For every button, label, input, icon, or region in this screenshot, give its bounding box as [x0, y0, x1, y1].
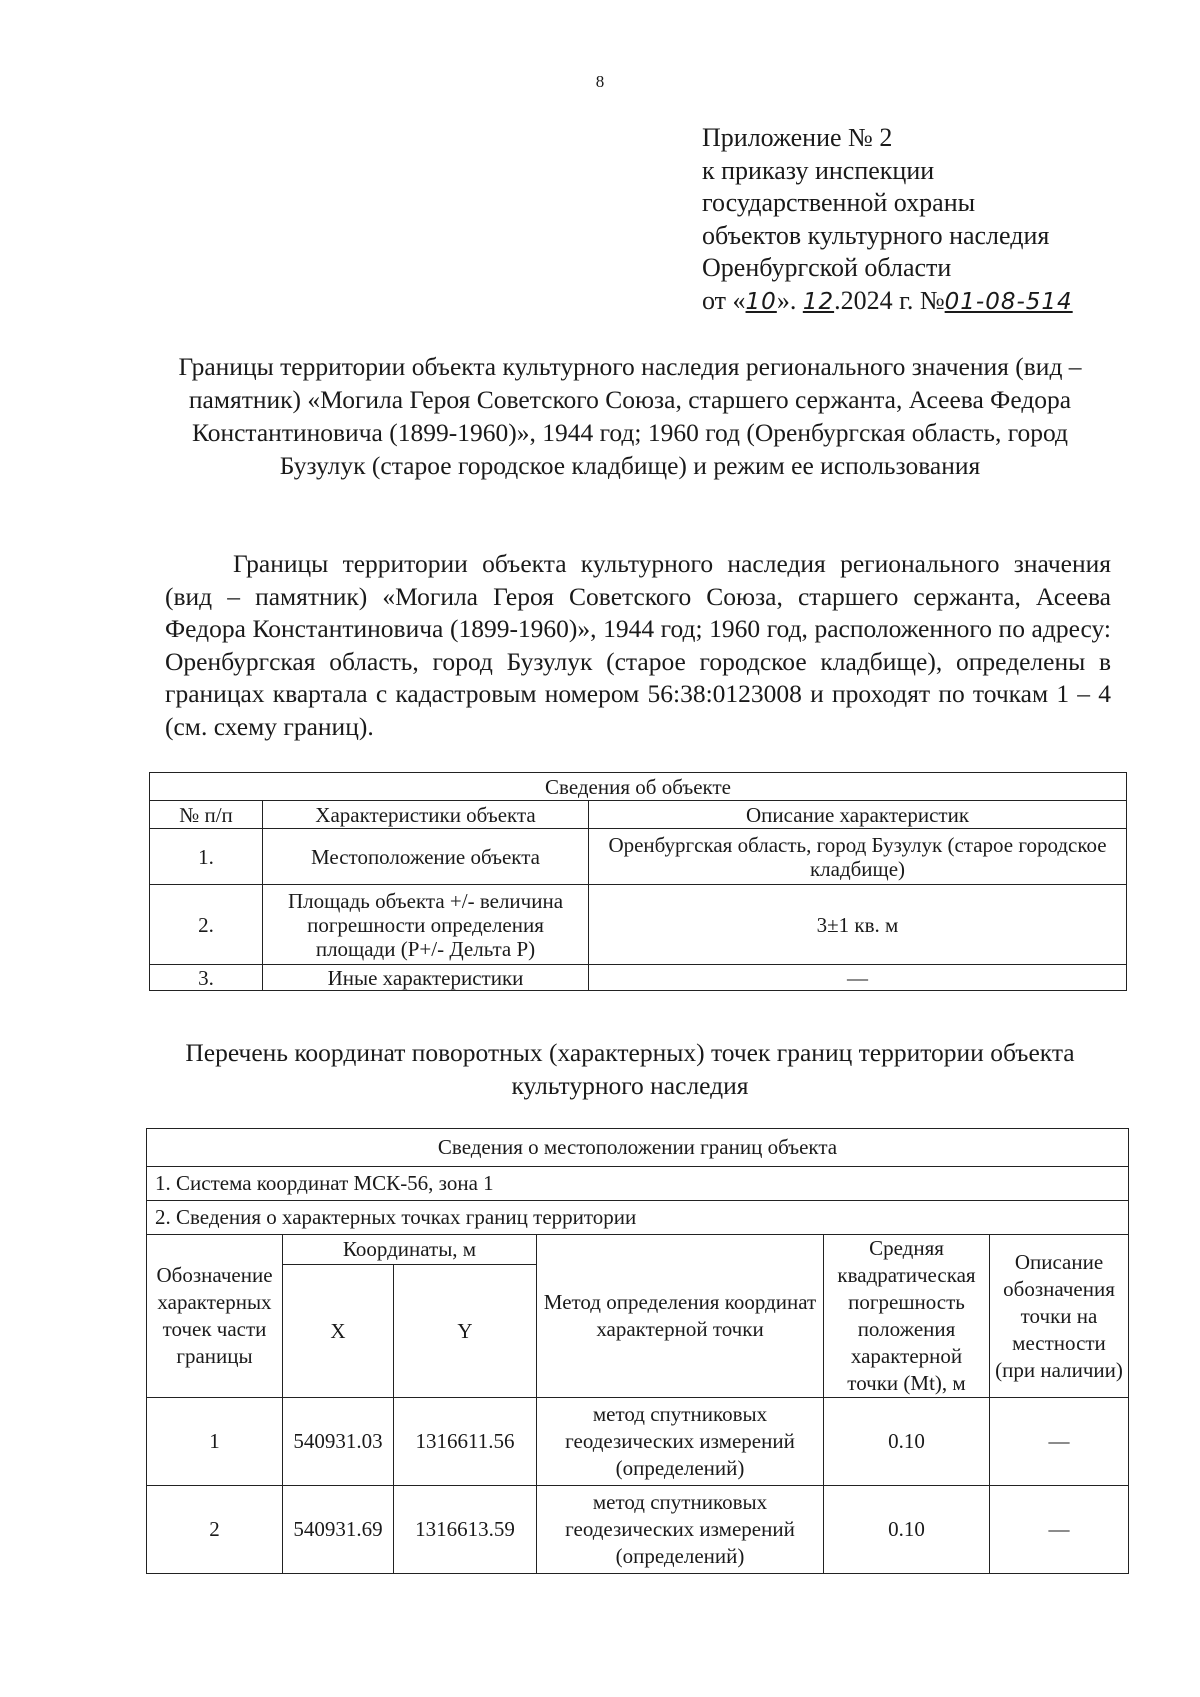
col-point-header: Обозначение характерных точек части границы [147, 1235, 283, 1398]
date-month: 12 [802, 288, 835, 315]
col-coords-header: Координаты, м [283, 1235, 537, 1265]
header-description: Описание характеристик [589, 801, 1127, 829]
col-y-header: Y [394, 1265, 537, 1398]
coordinates-heading: Перечень координат поворотных (характерных) точек границ территории объекта культурного наследия [185, 1038, 1075, 1100]
row-description: — [589, 965, 1127, 991]
point-error: 0.10 [824, 1486, 990, 1574]
point-label: 2 [147, 1486, 283, 1574]
point-label: 1 [147, 1398, 283, 1486]
row-characteristic: Площадь объекта +/- величина погрешности определения площади (Р+/- Дельта Р) [263, 885, 589, 965]
row-characteristic: Местоположение объекта [263, 829, 589, 885]
date-day: 10 [745, 288, 777, 315]
body-paragraph: Границы территории объекта культурного наследия регионального значения (вид – памятник) «Могила Героя Советского Союза, старшего сержанта, Асеева Федора Константиновича (1899-1960)», 1944 год; 1960 год, расположенного по адресу: Оренбургская область, город Бузулук (старое городское кладбище), определены в границах квартала с кадастровым номером 56:38:0123008 и проходят по точкам 1 – 4 (см. схему границ). [165, 549, 1111, 741]
row-number: 1. [150, 829, 263, 885]
point-description: — [990, 1486, 1129, 1574]
date-prefix: от « [702, 285, 746, 315]
point-x: 540931.03 [283, 1398, 394, 1486]
col-x-header: X [283, 1265, 394, 1398]
appendix-line: к приказу инспекции [702, 155, 935, 185]
row-characteristic: Иные характеристики [263, 965, 589, 991]
appendix-line: Приложение № 2 [702, 123, 893, 152]
coordinates-table [146, 1128, 1129, 1574]
date-suffix: .2024 г. № [834, 285, 945, 315]
points-info: 2. Сведения о характерных точках границ территории [147, 1201, 1129, 1235]
appendix-line: Оренбургской области [702, 253, 952, 282]
row-number: 2. [150, 885, 263, 965]
point-y: 1316611.56 [394, 1398, 537, 1486]
point-description: — [990, 1398, 1129, 1486]
appendix-line: государственной охраны [702, 188, 976, 217]
point-error: 0.10 [824, 1398, 990, 1486]
object-info-table [149, 772, 1127, 991]
header-number: № п/п [150, 801, 263, 829]
point-method: метод спутниковых геодезических измерений (определений) [537, 1398, 824, 1486]
coords-table-caption: Сведения о местоположении границ объекта [147, 1129, 1129, 1167]
col-desc-header: Описание обозначения точки на местности (при наличии) [990, 1235, 1129, 1398]
row-number: 3. [150, 965, 263, 991]
appendix-block [702, 122, 1073, 318]
point-y: 1316613.59 [394, 1486, 537, 1574]
point-method: метод спутниковых геодезических измерений (определений) [537, 1486, 824, 1574]
date-mid: ». [776, 285, 803, 315]
appendix-line: объектов культурного наследия [702, 220, 1050, 250]
col-error-header: Средняя квадратическая погрешность положения характерной точки (Mt), м [824, 1235, 990, 1398]
col-method-header: Метод определения координат характерной точки [537, 1235, 824, 1398]
header-characteristic: Характеристики объекта [263, 801, 589, 829]
coordinate-system: 1. Система координат МСК-56, зона 1 [147, 1167, 1129, 1201]
appendix-date-line [702, 285, 1073, 319]
object-table-caption: Сведения об объекте [150, 773, 1127, 801]
row-description: Оренбургская область, город Бузулук (старое городское кладбище) [589, 829, 1127, 885]
page-number: 8 [595, 72, 605, 91]
row-description: 3±1 кв. м [589, 885, 1127, 965]
point-x: 540931.69 [283, 1486, 394, 1574]
document-number: 01-08-514 [944, 288, 1073, 315]
document-title: Границы территории объекта культурного наследия регионального значения (вид – памятник) «Могила Героя Советского Союза, старшего сержанта, Асеева Федора Константиновича (1899-1960)», 1944 год; 1960 год (Оренбургская область, город Бузулук (старое городское кладбище) и режим ее использования [178, 352, 1082, 480]
